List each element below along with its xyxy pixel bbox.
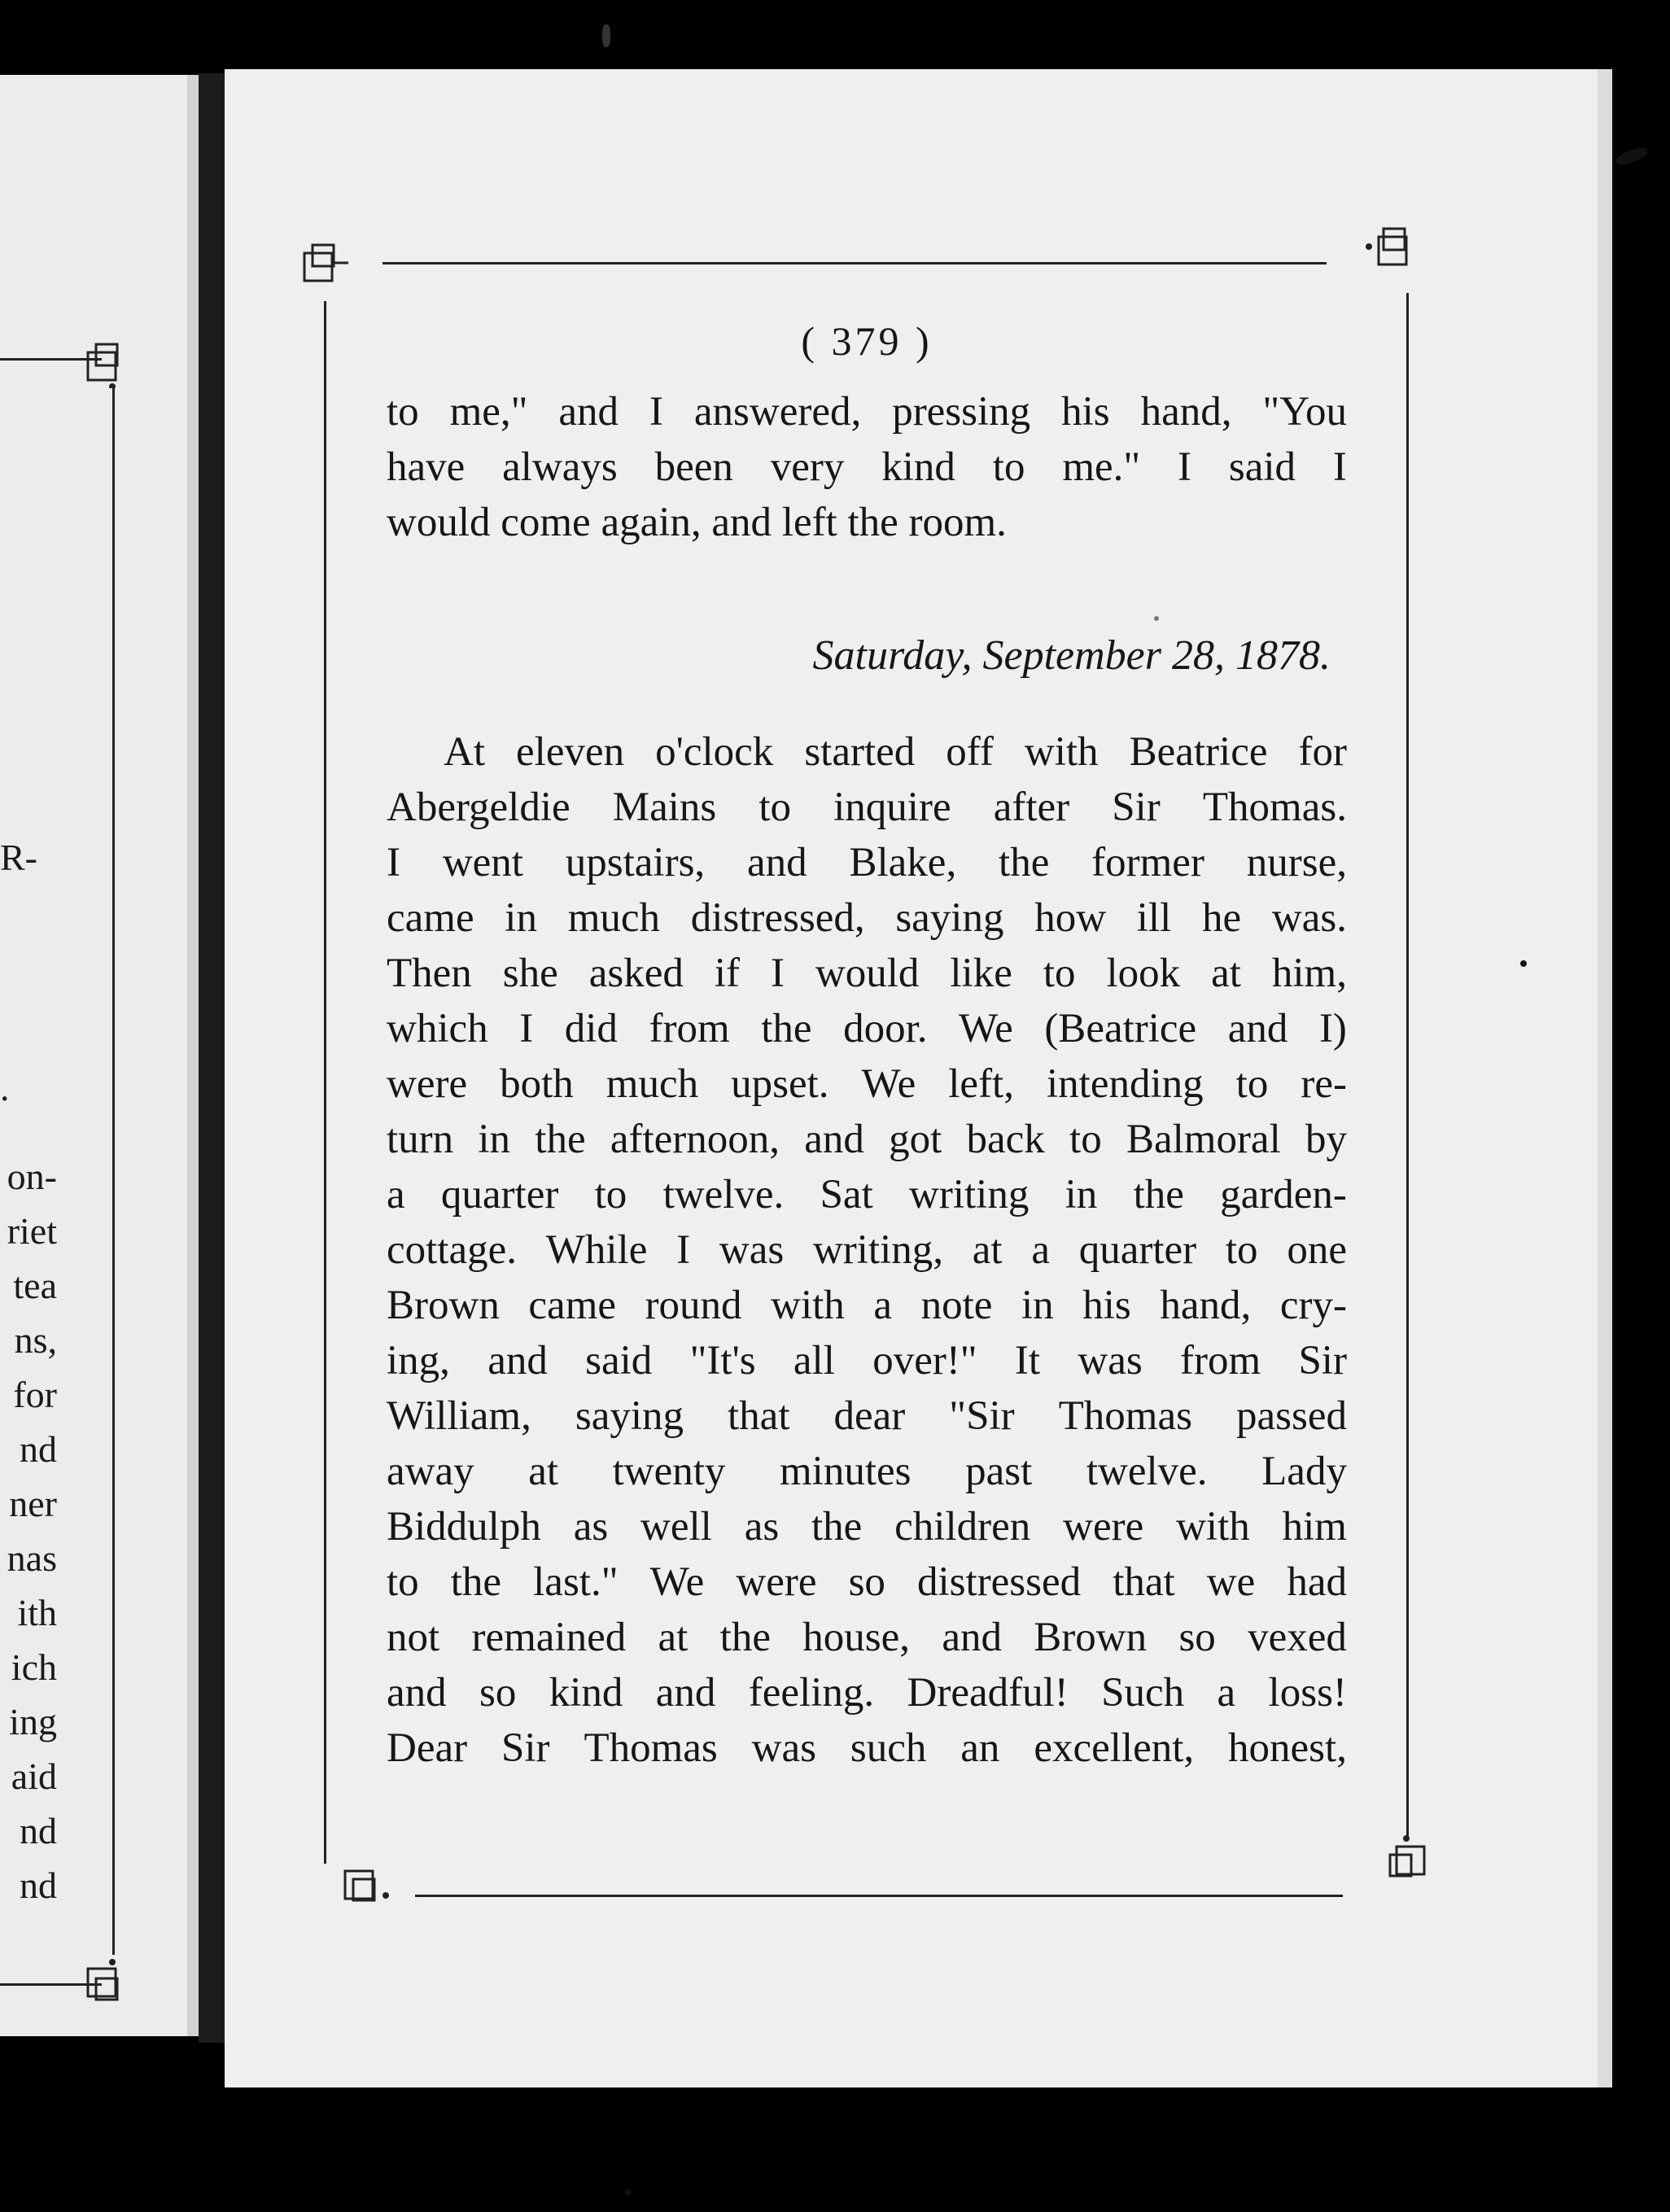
text-line: were both much upset. We left, intending to re- [387,1061,1347,1107]
text-line: away at twenty minutes past twelve. Lady [387,1449,1347,1494]
text-line: Brown came round with a note in his hand, cry- [387,1283,1347,1328]
left-page-text-column [0,1149,57,1913]
text-line: At eleven o'clock started off with Beatrice for [444,729,1347,775]
page-number: ( 379 ) [801,318,933,364]
text-line: to the last." We were so distressed that we had [387,1559,1347,1605]
text-line: to me," and I answered, pressing his hand, "You [387,389,1347,435]
continuation-paragraph [387,384,1347,550]
left-page-line-fragment: ich [11,1646,57,1688]
text-line: came in much distressed, saying how ill he was. [387,895,1347,941]
frame-left-rule [324,301,326,1864]
frame-bottom-rule [415,1895,1343,1897]
page-text-body [387,317,1347,1776]
text-line: William, saying that dear "Sir Thomas passed [387,1393,1347,1439]
diary-entry-paragraph [387,724,1347,1776]
text-line: cottage. While I was writing, at a quarter to one [387,1227,1347,1273]
corner-ornament-icon [299,240,348,289]
left-page-line-fragment: nd [20,1864,57,1906]
left-frame-side-rule [112,384,115,1955]
text-line: which I did from the door. We (Beatrice and I) [387,1006,1347,1051]
text-line: have always been very kind to me." I said I [387,444,1347,490]
left-page-line-fragment: ith [17,1592,57,1633]
left-page-line-fragment: on- [7,1156,57,1197]
left-page-text-fragment: . [0,1067,10,1108]
text-line: Dear Sir Thomas was such an excellent, honest, [387,1725,1347,1771]
corner-ornament-icon [1384,1835,1432,1884]
left-page-line-fragment: tea [13,1265,57,1306]
text-line: Abergeldie Mains to inquire after Sir Thomas. [387,785,1347,830]
book-spine-shadow [199,73,225,2043]
left-page-line-fragment: ing [9,1701,57,1742]
left-page-text-fragment: R- [0,837,37,878]
corner-ornament-icon [340,1860,389,1908]
left-page-line-fragment: nd [20,1810,57,1851]
corner-ornament-icon [81,1959,130,2008]
text-line: I went upstairs, and Blake, the former nurse, [387,840,1347,885]
frame-top-rule [383,262,1327,264]
text-line: would come again, and left the room. [387,500,1007,545]
text-line: Biddulph as well as the children were with him [387,1504,1347,1550]
text-line: and so kind and feeling. Dreadful! Such a loss! [387,1670,1347,1716]
facing-page-left [0,75,203,2036]
left-page-line-fragment: riet [7,1210,57,1252]
text-line: not remained at the house, and Brown so vexed [387,1615,1347,1660]
left-page-line-fragment: nas [7,1537,57,1579]
frame-right-rule [1406,293,1409,1839]
page-edge [1598,69,1612,2087]
left-page-line-fragment: nd [20,1428,57,1470]
text-line: a quarter to twelve. Sat writing in the garden- [387,1172,1347,1217]
diary-date-heading: Saturday, September 28, 1878. [812,632,1331,679]
text-line: Then she asked if I would like to look at him, [387,951,1347,996]
text-line: ing, and said "It's all over!" It was from Sir [387,1338,1347,1384]
corner-ornament-icon [1366,224,1414,273]
corner-ornament-icon [81,339,130,388]
left-page-line-fragment: for [13,1374,57,1415]
left-page-line-fragment: aid [11,1755,57,1797]
text-line: turn in the afternoon, and got back to Balmoral by [387,1117,1347,1162]
left-page-line-fragment: ns, [14,1319,57,1361]
left-page-line-fragment: ner [9,1483,57,1524]
